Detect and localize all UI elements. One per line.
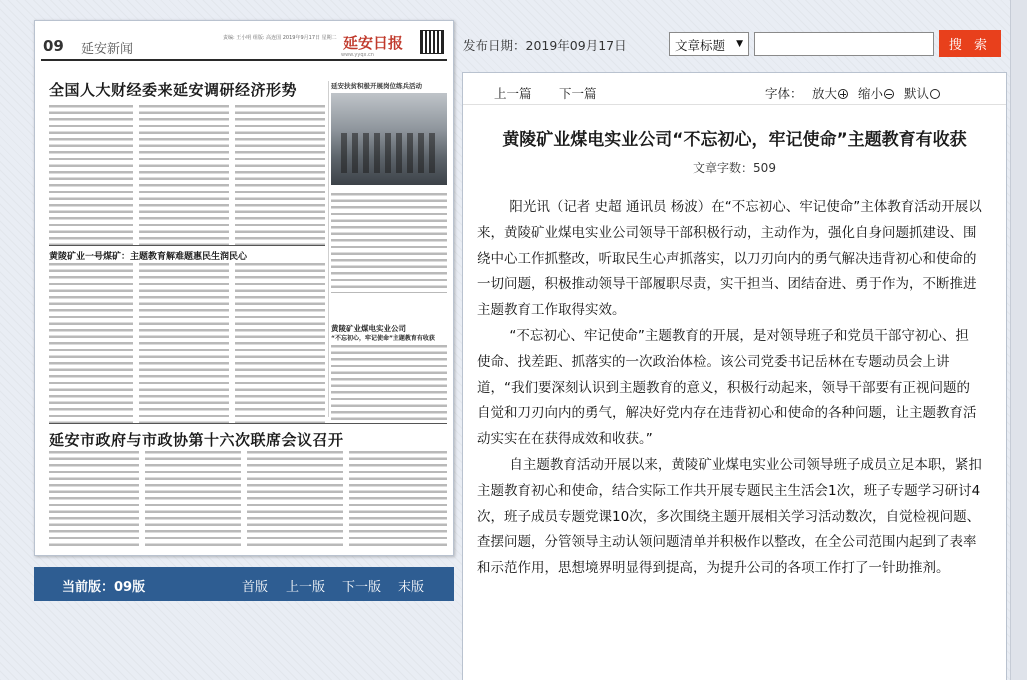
text-column xyxy=(139,105,229,245)
zoom-in-button[interactable] xyxy=(812,84,848,102)
newspaper-logo: 延安日报 xyxy=(343,34,404,52)
text-column xyxy=(145,451,241,549)
paper-headline-3[interactable]: 延安市政府与市政协第十六次联席会议召开 xyxy=(49,431,344,449)
page-number: 09 xyxy=(43,37,64,55)
section-name: 延安新闻 xyxy=(81,42,134,57)
text-column xyxy=(49,105,133,245)
text-column xyxy=(247,451,343,549)
plus-circle-icon xyxy=(838,89,848,99)
first-page-link[interactable]: 首版 xyxy=(242,580,269,595)
article-toolbar xyxy=(463,73,1006,105)
article-paragraph: 阳光讯（记者 史超 通讯员 杨波）在“不忘初心、牢记使命”主体教育活动开展以来，黄陵矿业煤电实业公司领导干部积极行动，主动作为，强化自身问题抓建设、围绕中心工作抓整改，听取民生心声抓落实，以刀刃向内的勇气解决违背初心和使命的一切问题，积极推动领导干部履职尽责，实干担当、团结奋进、勇于作为，不断推进主题教育工作取得实效。 xyxy=(477,199,982,319)
article-body xyxy=(477,195,982,582)
zoom-in-label: 放大 xyxy=(812,86,838,101)
search-field-select[interactable] xyxy=(669,32,749,56)
photo-caption[interactable]: 延安扶贫积极开展岗位练兵活动 xyxy=(331,82,422,90)
minus-circle-icon xyxy=(884,89,894,99)
text-column xyxy=(49,263,133,423)
publish-date: 发布日期：2019年09月17日 xyxy=(463,38,627,53)
text-column xyxy=(235,105,325,245)
paper-headline-article[interactable]: 黄陵矿业煤电实业公司 xyxy=(331,324,406,333)
news-photo xyxy=(331,93,447,185)
current-page-label: 当前版：09版 xyxy=(62,580,146,595)
last-page-link[interactable]: 末版 xyxy=(398,580,425,595)
zoom-out-label: 缩小 xyxy=(858,86,884,101)
next-page-link[interactable]: 下一版 xyxy=(342,580,382,595)
masthead-meta: 责编: 王小明 组版: 高连国 2019年9月17日 星期二 xyxy=(223,35,337,41)
article-title: 黄陵矿业煤电实业公司“不忘初心，牢记使命”主题教育有收获 xyxy=(502,130,967,150)
text-column xyxy=(49,451,139,549)
prev-page-link[interactable]: 上一版 xyxy=(286,580,326,595)
next-article-link[interactable]: 下一篇 xyxy=(559,86,597,101)
paper-headline-1[interactable]: 全国人大财经委来延安调研经济形势 xyxy=(49,81,298,99)
text-column xyxy=(139,263,229,423)
text-column xyxy=(331,345,447,421)
paper-headline-2[interactable]: 黄陵矿业一号煤矿：主题教育解难题惠民生润民心 xyxy=(49,252,248,262)
search-field-value: 文章标题 xyxy=(675,38,726,53)
zoom-reset-button[interactable] xyxy=(904,84,940,102)
search-button[interactable]: 搜 索 xyxy=(939,30,1001,57)
prev-article-link[interactable]: 上一篇 xyxy=(494,86,532,101)
page-scrollbar[interactable] xyxy=(1010,0,1027,680)
article-word-count: 文章字数：509 xyxy=(693,161,776,175)
zoom-out-button[interactable] xyxy=(858,84,894,102)
zoom-reset-label: 默认 xyxy=(904,86,930,101)
article-paragraph: 自主题教育活动开展以来，黄陵矿业煤电实业公司领导班子成员立足本职，紧扣主题教育初心和使命，结合实际工作共开展专题民主生活会1次，班子专题学习研讨4次，班子成员专题党课10次，多次围绕主题开展相关学习活动数次，自觉检视问题、查摆问题，分管领导主动认领问题清单并积极作以整改，在全公司范围内起到了表率和示范作用，思想境界明显得到提高，为提升公司的各项工作打了一针助推剂。 xyxy=(477,456,982,577)
font-size-label: 字体： xyxy=(765,86,803,101)
chevron-down-icon: ▼ xyxy=(736,39,743,49)
text-column xyxy=(235,263,325,423)
paper-masthead xyxy=(41,27,447,61)
article-panel xyxy=(462,72,1007,680)
paper-headline-article-sub[interactable]: “不忘初心，牢记使命”主题教育有收获 xyxy=(331,335,435,342)
page-nav-bar xyxy=(34,567,454,601)
newspaper-page-image[interactable] xyxy=(34,20,454,556)
circle-icon xyxy=(930,89,940,99)
text-column xyxy=(331,193,447,293)
text-column xyxy=(349,451,447,549)
search-input[interactable] xyxy=(754,32,934,56)
article-paragraph: “不忘初心、牢记使命”主题教育的开展，是对领导班子和党员干部守初心、担使命、找差距、抓落实的一次政治体检。该公司党委书记岳林在专题动员会上讲道，“我们要深刻认识到主题教育的意义，积极行动起来，领导干部要有正视问题的自觉和刀刃向内的勇气，解决好党内存在违背初心和使命的各种问题，让主题教育活动实实在在获得成效和收获。” xyxy=(477,327,977,448)
paper-url: www.yyqx.cn xyxy=(341,52,374,58)
qr-code-icon xyxy=(421,31,443,53)
